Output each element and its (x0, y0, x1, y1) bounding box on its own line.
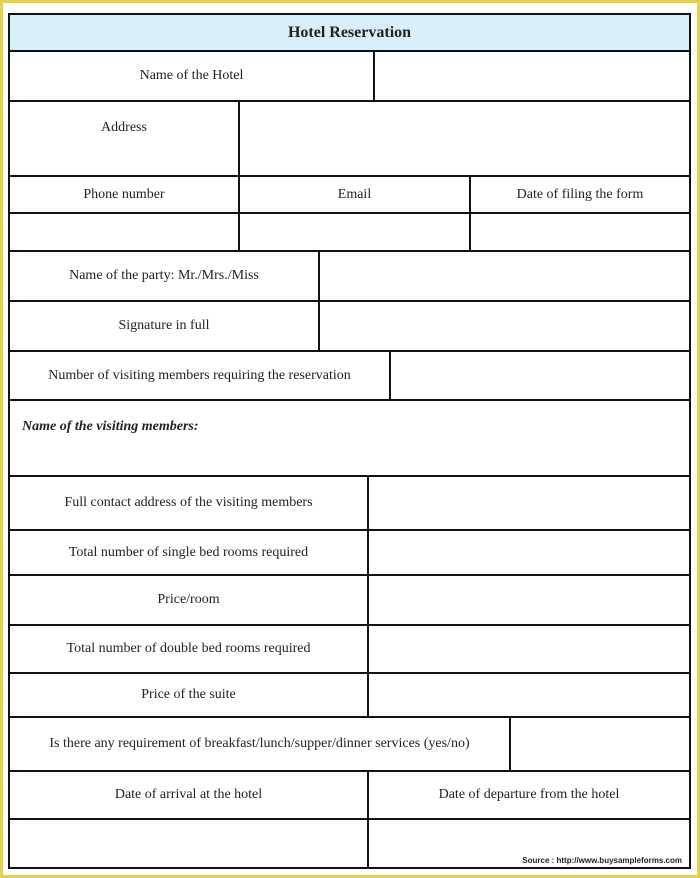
suite-price-field[interactable] (369, 674, 689, 718)
hotel-name-label: Name of the Hotel (10, 52, 375, 102)
phone-field[interactable] (10, 214, 240, 252)
party-name-label: Name of the party: Mr./Mrs./Miss (10, 252, 320, 302)
members-count-field[interactable] (391, 352, 689, 401)
contact-address-label: Full contact address of the visiting members (10, 477, 369, 531)
single-rooms-label: Total number of single bed rooms required (10, 531, 369, 576)
double-rooms-field[interactable] (369, 626, 689, 674)
price-room-field[interactable] (369, 576, 689, 626)
arrival-field[interactable] (10, 820, 369, 867)
hotel-name-field[interactable] (375, 52, 689, 102)
party-name-field[interactable] (320, 252, 689, 302)
meal-services-label: Is there any requirement of breakfast/lunch/supper/dinner services (yes/no) (10, 718, 511, 772)
filing-date-field[interactable] (471, 214, 689, 252)
members-names-label[interactable]: Name of the visiting members: (10, 401, 689, 477)
hotel-reservation-form (8, 13, 691, 869)
single-rooms-field[interactable] (369, 531, 689, 576)
signature-label: Signature in full (10, 302, 320, 352)
address-label: Address (10, 102, 240, 177)
source-credit: Source : http://www.buysampleforms.com (522, 856, 682, 865)
email-label: Email (240, 177, 471, 214)
suite-price-label: Price of the suite (10, 674, 369, 718)
arrival-label: Date of arrival at the hotel (10, 772, 369, 820)
email-field[interactable] (240, 214, 471, 252)
departure-label: Date of departure from the hotel (369, 772, 689, 820)
members-count-label: Number of visiting members requiring the reservation (10, 352, 391, 401)
signature-field[interactable] (320, 302, 689, 352)
filing-date-label: Date of filing the form (471, 177, 689, 214)
phone-label: Phone number (10, 177, 240, 214)
price-room-label: Price/room (10, 576, 369, 626)
meal-services-field[interactable] (511, 718, 689, 772)
address-field[interactable] (240, 102, 689, 177)
contact-address-field[interactable] (369, 477, 689, 531)
double-rooms-label: Total number of double bed rooms required (10, 626, 369, 674)
form-title: Hotel Reservation (10, 15, 689, 52)
